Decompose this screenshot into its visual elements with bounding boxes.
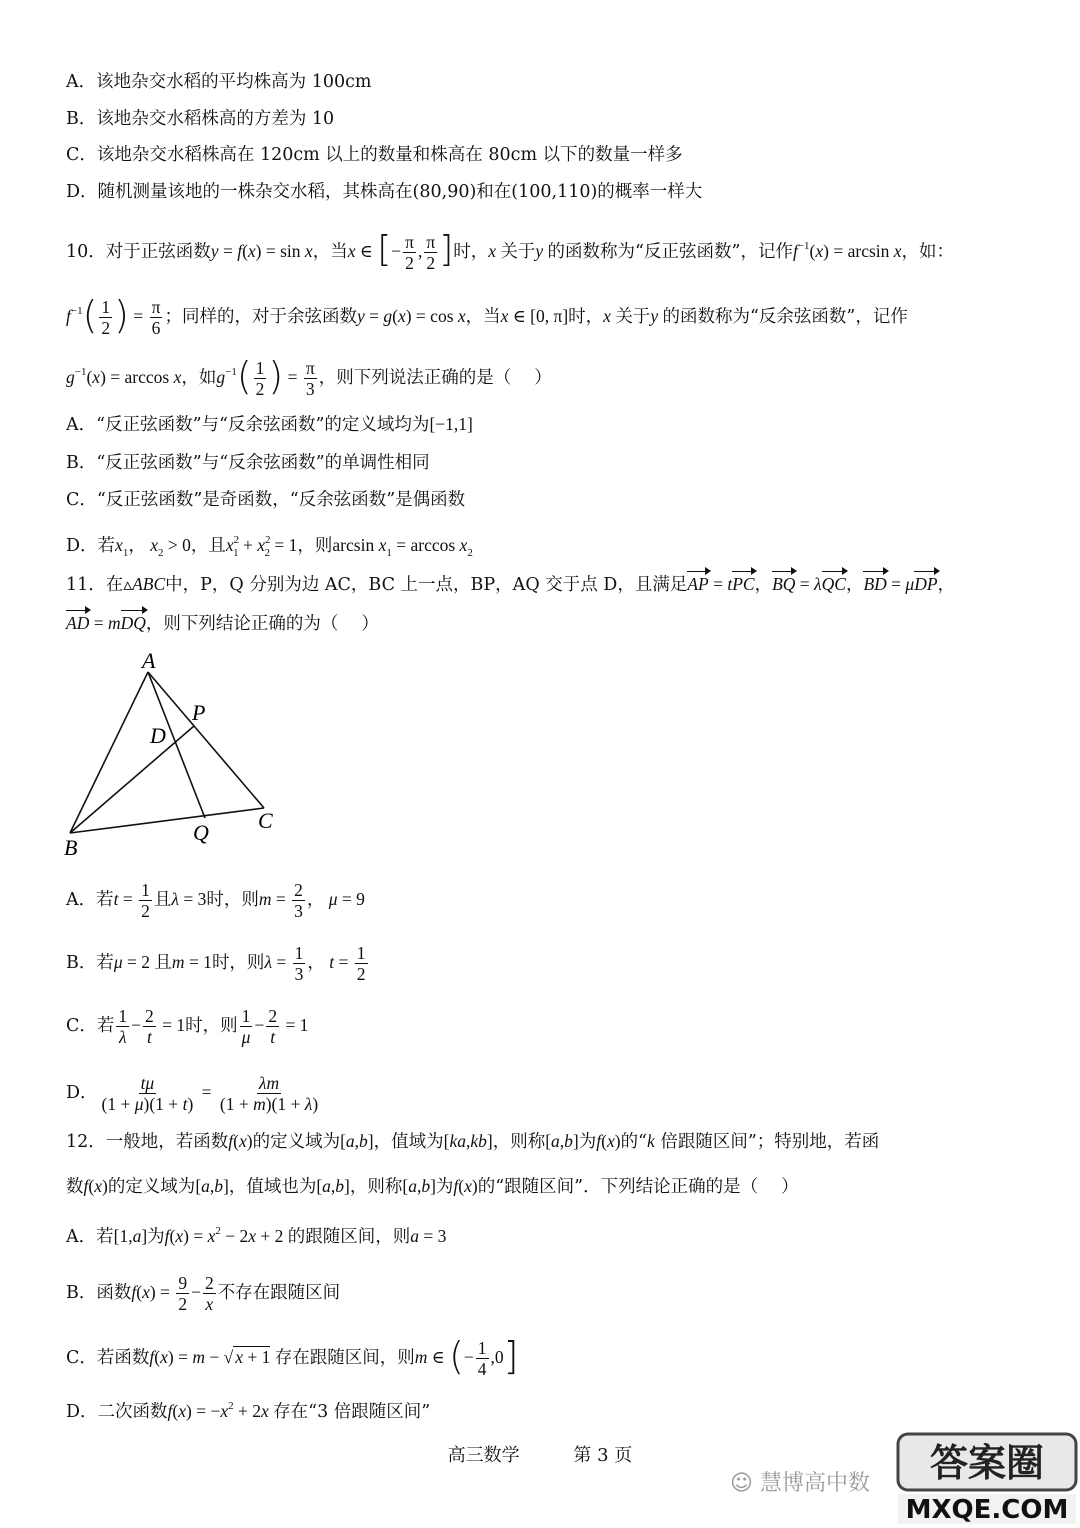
q10-option-c: C．“反正弦函数”是奇函数，“反余弦函数”是偶函数 <box>66 490 466 510</box>
vertex-c-label: C <box>258 808 273 833</box>
footer-subject: 高三数学 <box>447 1445 520 1466</box>
wechat-icon: ☺ <box>730 1471 760 1496</box>
triangle-figure <box>60 648 290 858</box>
wechat-watermark: ☺ 慧博高中数 <box>730 1471 870 1496</box>
q10-stem-line3: $g^{-1}(x) = \arccos x$，如$g^{-1}$( $\frac{1}{2}$ ) = $\frac{\pi}{3}$ ，则下列说法正确的是（ ） <box>66 354 552 399</box>
logo-text: 答案圈 <box>929 1441 1045 1485</box>
q12-stem-line1: 12．一般地，若函数f(x)的定义域为[a,b]，值域为[ka,kb]，则称[a,b]为f(x)的“k 倍跟随区间”；特别地，若函 <box>66 1131 880 1152</box>
logo-domain: MXQE.COM <box>905 1495 1069 1525</box>
q11-stem-line2: AD = mDQ，则下列结论正确的为（ ） <box>66 613 379 634</box>
site-logo-watermark <box>892 1428 1080 1528</box>
vertex-a-label: A <box>142 648 156 673</box>
q10-option-a: A．“反正弦函数”与“反余弦函数”的定义域均为[−1,1] <box>66 414 473 435</box>
point-q-label: Q <box>193 820 209 845</box>
q11-option-b: B．若μ = 2 且m = 1时，则λ = $\frac{1}{3}$ ， t = $\frac{1}{2}$ <box>66 943 366 984</box>
q12-stem-line2: 数f(x)的定义域为[a,b]，值域也为[a,b]，则称[a,b]为f(x)的“跟随区间”．下列结论正确的是（ ） <box>66 1176 799 1197</box>
q9-option-c: C．该地杂交水稻株高在 120cm 以上的数量和株高在 80cm 以下的数量一样多 <box>66 145 683 165</box>
footer-page-number: 第 3 页 <box>573 1445 633 1466</box>
q9-option-a: A．该地杂交水稻的平均株高为 100cm <box>66 72 372 92</box>
q10-option-b: B．“反正弦函数”与“反余弦函数”的单调性相同 <box>66 453 430 473</box>
q12-option-a: A．若[1,a]为$f(x) = x^2 - 2x + 2$ 的跟随区间，则a = 3 <box>66 1225 447 1247</box>
q12-option-d: D．二次函数$f(x) = -x^2 + 2x$ 存在“3 倍跟随区间” <box>66 1400 431 1422</box>
q9-option-b: B．该地杂交水稻株高的方差为 10 <box>66 109 335 129</box>
q10-stem-line1: 10．对于正弦函数y = f(x) = sin x，当x ∈ [− $\frac{\pi}{2}$ , $\frac{\pi}{2}$ ]时，x 关于y 的函数称为“反正弦函数”，记作$f^{-1}(x) = \arcsin x$，如： <box>66 229 955 273</box>
point-p-label: P <box>192 700 206 725</box>
q11-option-d: D． $\frac{t\mu}{(1 + \mu)(1 + t)}$ = $\frac{\lambda m}{(1 + m)(1 + \lambda)}$ <box>66 1073 319 1114</box>
vertex-b-label: B <box>64 835 78 858</box>
q11-option-a: A．若t = $\frac{1}{2}$ 且λ = 3时，则m = $\frac{2}{3}$ ， μ = 9 <box>66 880 365 921</box>
q12-option-c: C．若函数f(x) = m − √ x + 1 存在跟随区间，则m ∈ (− $\frac{1}{4}$ ,0] <box>66 1334 519 1379</box>
q9-option-d: D．随机测量该地的一株杂交水稻，其株高在(80,90)和在(100,110)的概率一样大 <box>66 182 703 202</box>
q10-option-d: D．若$x_1$， $x_2 > 0$，且$x^2_1 + x^2_2 = 1$，则$\arcsin x_1 = \arccos x_2$ <box>66 534 473 559</box>
q11-option-c: C．若 $\frac{1}{\lambda}$ − $\frac{2}{t}$ = 1时，则 $\frac{1}{\mu}$ − $\frac{2}{t}$ = 1 <box>66 1006 309 1047</box>
q10-stem-line2: $f^{-1}$( $\frac{1}{2}$ ) = $\frac{\pi}{6}$ ；同样的，对于余弦函数y = g(x) = cos x，当x ∈ [0, π]时，x 关于y 的函数称为“反余弦函数”，记作 <box>66 293 908 338</box>
q11-stem-line1: 11．在▵ABC中，P，Q 分别为边 AC，BC 上一点，BP，AQ 交于点 D，且满足AP = tPC，BQ = λQC，BD = μDP， <box>66 574 956 595</box>
q12-option-b: B．函数f(x) = $\frac{9}{2}$ − $\frac{2}{x}$ 不存在跟随区间 <box>66 1273 341 1314</box>
point-d-label: D <box>150 723 166 748</box>
